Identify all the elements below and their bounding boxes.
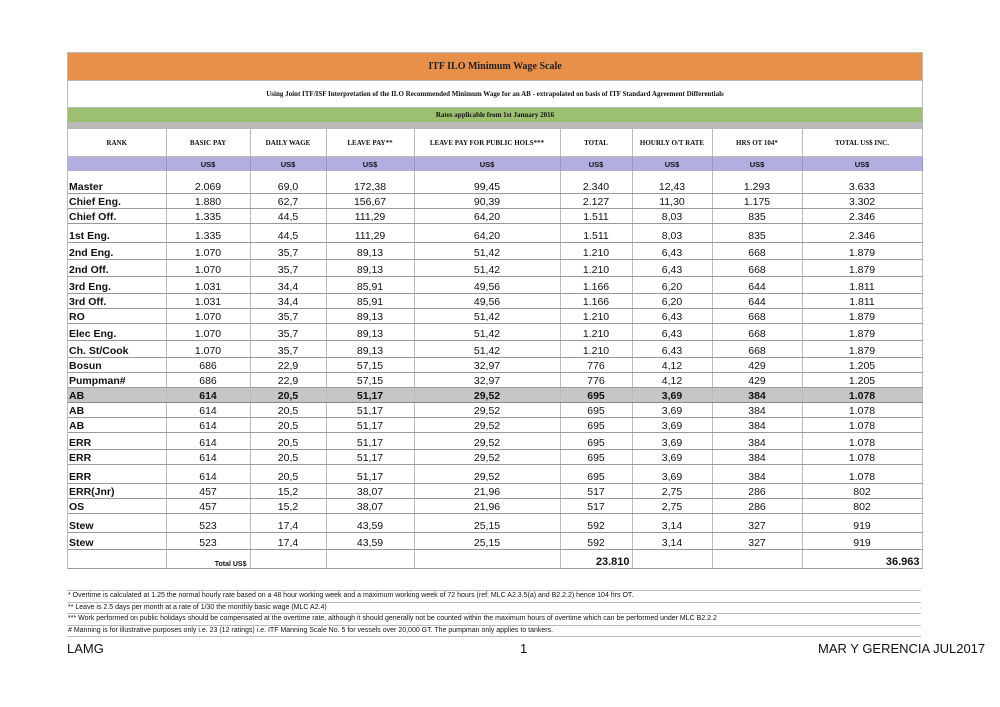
cell-hrs-ot: 286 <box>712 483 802 498</box>
cell-daily-wage: 22,9 <box>250 357 326 372</box>
column-header-total: TOTAL <box>560 129 632 157</box>
wage-table <box>68 129 923 569</box>
column-header-hrs-ot: HRS OT 104* <box>712 129 802 157</box>
table-row <box>68 464 922 483</box>
cell-rank: Master <box>68 178 166 193</box>
cell-daily-wage: 69,0 <box>250 178 326 193</box>
cell-leave-pay-public-hols: 29,52 <box>414 432 560 449</box>
cell-leave-pay-public-hols: 21,96 <box>414 498 560 513</box>
totals-row <box>68 549 922 568</box>
cell-rank: Bosun <box>68 357 166 372</box>
cell-rank: 3rd Eng. <box>68 276 166 293</box>
cell-hrs-ot: 668 <box>712 259 802 276</box>
cell-leave-pay-public-hols: 90,39 <box>414 193 560 208</box>
wage-table-body <box>68 178 922 549</box>
totals-total-inc-value: 36.963 <box>802 549 922 568</box>
cell-hrs-ot: 429 <box>712 357 802 372</box>
cell-hrs-ot: 668 <box>712 340 802 357</box>
header-row <box>68 129 922 157</box>
table-row <box>68 340 922 357</box>
cell-leave-pay-public-hols: 25,15 <box>414 513 560 532</box>
cell-leave-pay-public-hols: 51,42 <box>414 308 560 323</box>
cell-leave-pay: 57,15 <box>326 357 414 372</box>
cell-basic-pay: 614 <box>166 432 250 449</box>
cell-leave-pay: 89,13 <box>326 340 414 357</box>
table-row <box>68 223 922 242</box>
cell-leave-pay: 57,15 <box>326 372 414 387</box>
cell-hrs-ot: 835 <box>712 208 802 223</box>
table-row <box>68 449 922 464</box>
cell-rank: AB <box>68 387 166 402</box>
cell-total: 1.511 <box>560 223 632 242</box>
cell-hourly-ot-rate: 6,43 <box>632 308 712 323</box>
column-header-hourly-ot-rate: HOURLY O/T RATE <box>632 129 712 157</box>
table-row <box>68 432 922 449</box>
cell-total-inc: 2.346 <box>802 223 922 242</box>
cell-basic-pay: 1.070 <box>166 323 250 340</box>
cell-hrs-ot: 668 <box>712 308 802 323</box>
table-row <box>68 276 922 293</box>
cell-hourly-ot-rate: 6,43 <box>632 259 712 276</box>
cell-total: 695 <box>560 387 632 402</box>
cell-basic-pay: 523 <box>166 532 250 549</box>
cell-total-inc: 1.205 <box>802 372 922 387</box>
cell-total: 1.210 <box>560 242 632 259</box>
cell-hourly-ot-rate: 4,12 <box>632 357 712 372</box>
cell-leave-pay: 89,13 <box>326 308 414 323</box>
cell-total-inc: 802 <box>802 498 922 513</box>
unit-cell <box>68 157 166 172</box>
column-header-daily-wage: DAILY WAGE <box>250 129 326 157</box>
cell-leave-pay: 51,17 <box>326 417 414 432</box>
cell-leave-pay-public-hols: 29,52 <box>414 387 560 402</box>
cell-leave-pay-public-hols: 51,42 <box>414 259 560 276</box>
cell-rank: ERR <box>68 432 166 449</box>
cell-total-inc: 1.078 <box>802 387 922 402</box>
cell-total-inc: 1.078 <box>802 432 922 449</box>
cell-hourly-ot-rate: 8,03 <box>632 208 712 223</box>
table-row <box>68 293 922 308</box>
cell-total: 776 <box>560 372 632 387</box>
cell-daily-wage: 22,9 <box>250 372 326 387</box>
cell-basic-pay: 686 <box>166 372 250 387</box>
cell-leave-pay-public-hols: 32,97 <box>414 372 560 387</box>
cell-total-inc: 802 <box>802 483 922 498</box>
cell-leave-pay-public-hols: 51,42 <box>414 340 560 357</box>
cell-basic-pay: 1.070 <box>166 308 250 323</box>
table-row <box>68 417 922 432</box>
cell-total: 1.511 <box>560 208 632 223</box>
cell-leave-pay-public-hols: 29,52 <box>414 464 560 483</box>
cell-rank: 2nd Off. <box>68 259 166 276</box>
cell-hourly-ot-rate: 11,30 <box>632 193 712 208</box>
cell-rank: Ch. St/Cook <box>68 340 166 357</box>
cell-basic-pay: 614 <box>166 464 250 483</box>
table-row <box>68 323 922 340</box>
cell-leave-pay-public-hols: 32,97 <box>414 357 560 372</box>
cell-hrs-ot: 644 <box>712 276 802 293</box>
cell-hrs-ot: 668 <box>712 242 802 259</box>
cell-daily-wage: 34,4 <box>250 293 326 308</box>
cell-total-inc: 1.078 <box>802 417 922 432</box>
cell-total-inc: 1.879 <box>802 259 922 276</box>
table-row <box>68 498 922 513</box>
cell-leave-pay-public-hols: 64,20 <box>414 223 560 242</box>
footnote-manning: # Manning is for illustrative purposes only i.e. 23 (12 ratings) i.e. ITF Manning Scale No. 5 for vessels over 20,000 GT. The pumpman only applies to tankers. <box>67 626 921 638</box>
cell-daily-wage: 20,5 <box>250 387 326 402</box>
cell-daily-wage: 20,5 <box>250 432 326 449</box>
cell-total: 695 <box>560 464 632 483</box>
cell-hourly-ot-rate: 3,14 <box>632 513 712 532</box>
cell-leave-pay: 85,91 <box>326 276 414 293</box>
unit-cell: US$ <box>414 157 560 172</box>
cell-rank: Pumpman# <box>68 372 166 387</box>
footnote-leave: ** Leave is 2.5 days per month at a rate of 1/30 the monthly basic wage (MLC A2.4) <box>67 603 921 615</box>
cell-total-inc: 2.346 <box>802 208 922 223</box>
cell-daily-wage: 15,2 <box>250 483 326 498</box>
cell-total-inc: 3.302 <box>802 193 922 208</box>
cell-total: 1.210 <box>560 340 632 357</box>
cell-total: 1.210 <box>560 323 632 340</box>
cell-basic-pay: 614 <box>166 387 250 402</box>
table-row <box>68 308 922 323</box>
cell-leave-pay: 51,17 <box>326 464 414 483</box>
cell-daily-wage: 35,7 <box>250 259 326 276</box>
footnote-overtime: * Overtime is calculated at 1.25 the normal hourly rate based on a 48 hour working week and a maximum working week of 72 hours (ref: MLC A2.3.5(a) and B2.2.2) hence 104 hrs OT. <box>67 590 921 603</box>
cell-total-inc: 1.078 <box>802 402 922 417</box>
cell-daily-wage: 35,7 <box>250 308 326 323</box>
unit-cell: US$ <box>632 157 712 172</box>
totals-total-value: 23.810 <box>560 549 632 568</box>
cell-leave-pay: 51,17 <box>326 402 414 417</box>
column-header-rank: RANK <box>68 129 166 157</box>
cell-hourly-ot-rate: 3,69 <box>632 387 712 402</box>
cell-rank: 2nd Eng. <box>68 242 166 259</box>
cell-hourly-ot-rate: 6,43 <box>632 242 712 259</box>
column-header-leave-pay-public-hols: LEAVE PAY FOR PUBLIC HOLS*** <box>414 129 560 157</box>
cell-daily-wage: 17,4 <box>250 532 326 549</box>
cell-basic-pay: 1.335 <box>166 223 250 242</box>
cell-leave-pay-public-hols: 49,56 <box>414 276 560 293</box>
cell-leave-pay-public-hols: 49,56 <box>414 293 560 308</box>
cell-leave-pay-public-hols: 29,52 <box>414 402 560 417</box>
cell-rank: Stew <box>68 513 166 532</box>
cell-hourly-ot-rate: 8,03 <box>632 223 712 242</box>
cell-total: 1.166 <box>560 293 632 308</box>
cell-leave-pay-public-hols: 99,45 <box>414 178 560 193</box>
cell-total: 1.210 <box>560 259 632 276</box>
cell-hrs-ot: 644 <box>712 293 802 308</box>
cell-total: 695 <box>560 402 632 417</box>
cell-leave-pay-public-hols: 25,15 <box>414 532 560 549</box>
cell-leave-pay: 38,07 <box>326 483 414 498</box>
cell-basic-pay: 1.070 <box>166 242 250 259</box>
cell-rank: 3rd Off. <box>68 293 166 308</box>
rates-applicable-note: Rates applicable from 1st January 2016 <box>68 108 922 122</box>
cell-leave-pay: 51,17 <box>326 449 414 464</box>
column-header-total-inc: TOTAL US$ INC. <box>802 129 922 157</box>
cell-hourly-ot-rate: 6,20 <box>632 276 712 293</box>
unit-cell: US$ <box>166 157 250 172</box>
cell-daily-wage: 15,2 <box>250 498 326 513</box>
column-header-basic-pay: BASIC PAY <box>166 129 250 157</box>
cell-rank: OS <box>68 498 166 513</box>
cell-daily-wage: 20,5 <box>250 402 326 417</box>
column-header-leave-pay: LEAVE PAY** <box>326 129 414 157</box>
cell-basic-pay: 2.069 <box>166 178 250 193</box>
cell-rank: RO <box>68 308 166 323</box>
cell-leave-pay-public-hols: 64,20 <box>414 208 560 223</box>
cell-rank: AB <box>68 402 166 417</box>
table-row <box>68 193 922 208</box>
cell-leave-pay: 43,59 <box>326 513 414 532</box>
cell-total-inc: 1.078 <box>802 464 922 483</box>
cell-basic-pay: 1.880 <box>166 193 250 208</box>
sheet-title: ITF ILO Minimum Wage Scale <box>68 53 922 81</box>
cell-leave-pay-public-hols: 29,52 <box>414 449 560 464</box>
cell-basic-pay: 614 <box>166 402 250 417</box>
cell-hrs-ot: 384 <box>712 464 802 483</box>
cell-rank: ERR(Jnr) <box>68 483 166 498</box>
cell-rank: ERR <box>68 464 166 483</box>
footer-right: MAR Y GERENCIA JUL2017 <box>818 641 986 656</box>
units-gap-row <box>68 171 922 178</box>
cell-hourly-ot-rate: 4,12 <box>632 372 712 387</box>
cell-basic-pay: 614 <box>166 417 250 432</box>
cell-leave-pay: 89,13 <box>326 259 414 276</box>
cell-total-inc: 1.078 <box>802 449 922 464</box>
unit-cell: US$ <box>250 157 326 172</box>
cell-leave-pay: 51,17 <box>326 432 414 449</box>
cell-basic-pay: 457 <box>166 483 250 498</box>
cell-hrs-ot: 327 <box>712 532 802 549</box>
cell-leave-pay: 51,17 <box>326 387 414 402</box>
cell-total-inc: 1.879 <box>802 323 922 340</box>
footnote-public-holidays: *** Work performed on public holidays should be compensated at the overtime rate, although it should generally not be counted within the maximum hours of overtime which can be performed under MLC B2.2.2 <box>67 614 921 626</box>
cell-hourly-ot-rate: 3,69 <box>632 417 712 432</box>
cell-rank: Stew <box>68 532 166 549</box>
cell-hrs-ot: 327 <box>712 513 802 532</box>
table-row <box>68 259 922 276</box>
cell-basic-pay: 1.070 <box>166 340 250 357</box>
cell-leave-pay: 156,67 <box>326 193 414 208</box>
cell-hrs-ot: 384 <box>712 402 802 417</box>
sheet-subtitle: Using Joint ITF/ISF Interpretation of the ILO Recommended Minimum Wage for an AB - extrapolated on basis of ITF Standard Agreement Differentials <box>68 81 922 108</box>
cell-rank: 1st Eng. <box>68 223 166 242</box>
cell-leave-pay: 111,29 <box>326 208 414 223</box>
table-row <box>68 513 922 532</box>
cell-total: 695 <box>560 432 632 449</box>
cell-basic-pay: 523 <box>166 513 250 532</box>
table-row <box>68 483 922 498</box>
cell-total-inc: 919 <box>802 532 922 549</box>
cell-hrs-ot: 384 <box>712 417 802 432</box>
cell-total-inc: 1.879 <box>802 242 922 259</box>
table-row <box>68 402 922 417</box>
cell-hourly-ot-rate: 6,43 <box>632 323 712 340</box>
unit-cell: US$ <box>802 157 922 172</box>
cell-basic-pay: 1.031 <box>166 276 250 293</box>
cell-rank: ERR <box>68 449 166 464</box>
cell-basic-pay: 1.070 <box>166 259 250 276</box>
cell-total-inc: 1.811 <box>802 276 922 293</box>
cell-daily-wage: 62,7 <box>250 193 326 208</box>
unit-cell: US$ <box>712 157 802 172</box>
cell-daily-wage: 20,5 <box>250 417 326 432</box>
cell-daily-wage: 35,7 <box>250 323 326 340</box>
cell-hrs-ot: 384 <box>712 449 802 464</box>
cell-total: 1.166 <box>560 276 632 293</box>
cell-total: 2.340 <box>560 178 632 193</box>
cell-leave-pay: 38,07 <box>326 498 414 513</box>
cell-hourly-ot-rate: 3,69 <box>632 432 712 449</box>
cell-hourly-ot-rate: 12,43 <box>632 178 712 193</box>
cell-hrs-ot: 835 <box>712 223 802 242</box>
cell-total: 695 <box>560 417 632 432</box>
cell-leave-pay-public-hols: 51,42 <box>414 323 560 340</box>
cell-leave-pay: 111,29 <box>326 223 414 242</box>
cell-hourly-ot-rate: 2,75 <box>632 483 712 498</box>
cell-total: 695 <box>560 449 632 464</box>
totals-label: Total US$ <box>166 549 250 568</box>
cell-leave-pay-public-hols: 51,42 <box>414 242 560 259</box>
cell-total-inc: 1.879 <box>802 340 922 357</box>
cell-total: 592 <box>560 532 632 549</box>
cell-total-inc: 3.633 <box>802 178 922 193</box>
cell-basic-pay: 457 <box>166 498 250 513</box>
wage-scale-sheet <box>67 52 923 569</box>
cell-leave-pay: 85,91 <box>326 293 414 308</box>
cell-daily-wage: 20,5 <box>250 464 326 483</box>
cell-rank: AB <box>68 417 166 432</box>
footnotes <box>67 590 921 637</box>
cell-leave-pay: 172,38 <box>326 178 414 193</box>
cell-hrs-ot: 1.175 <box>712 193 802 208</box>
cell-leave-pay: 89,13 <box>326 323 414 340</box>
unit-cell: US$ <box>326 157 414 172</box>
cell-total: 592 <box>560 513 632 532</box>
cell-total: 517 <box>560 498 632 513</box>
cell-total-inc: 1.205 <box>802 357 922 372</box>
cell-total-inc: 1.811 <box>802 293 922 308</box>
page-number: 1 <box>520 641 528 656</box>
units-row <box>68 157 922 172</box>
cell-hourly-ot-rate: 3,69 <box>632 464 712 483</box>
table-row <box>68 208 922 223</box>
header-separator <box>68 122 922 129</box>
table-row <box>68 372 922 387</box>
cell-total: 2.127 <box>560 193 632 208</box>
cell-hrs-ot: 384 <box>712 432 802 449</box>
cell-daily-wage: 35,7 <box>250 242 326 259</box>
cell-leave-pay-public-hols: 29,52 <box>414 417 560 432</box>
cell-rank: Chief Eng. <box>68 193 166 208</box>
cell-basic-pay: 686 <box>166 357 250 372</box>
cell-total: 517 <box>560 483 632 498</box>
cell-hrs-ot: 429 <box>712 372 802 387</box>
cell-total-inc: 919 <box>802 513 922 532</box>
cell-basic-pay: 1.031 <box>166 293 250 308</box>
unit-cell: US$ <box>560 157 632 172</box>
cell-hourly-ot-rate: 6,20 <box>632 293 712 308</box>
cell-leave-pay-public-hols: 21,96 <box>414 483 560 498</box>
cell-leave-pay: 43,59 <box>326 532 414 549</box>
cell-hourly-ot-rate: 6,43 <box>632 340 712 357</box>
cell-hourly-ot-rate: 3,69 <box>632 402 712 417</box>
cell-hourly-ot-rate: 2,75 <box>632 498 712 513</box>
cell-leave-pay: 89,13 <box>326 242 414 259</box>
cell-hrs-ot: 384 <box>712 387 802 402</box>
table-row <box>68 387 922 402</box>
cell-hrs-ot: 668 <box>712 323 802 340</box>
cell-daily-wage: 34,4 <box>250 276 326 293</box>
cell-total: 1.210 <box>560 308 632 323</box>
cell-hourly-ot-rate: 3,69 <box>632 449 712 464</box>
cell-rank: Elec Eng. <box>68 323 166 340</box>
table-row <box>68 532 922 549</box>
cell-total: 776 <box>560 357 632 372</box>
cell-daily-wage: 17,4 <box>250 513 326 532</box>
footer-left: LAMG <box>67 641 104 656</box>
cell-rank: Chief Off. <box>68 208 166 223</box>
cell-hourly-ot-rate: 3,14 <box>632 532 712 549</box>
cell-hrs-ot: 1.293 <box>712 178 802 193</box>
cell-basic-pay: 614 <box>166 449 250 464</box>
cell-hrs-ot: 286 <box>712 498 802 513</box>
cell-daily-wage: 44,5 <box>250 223 326 242</box>
table-row <box>68 357 922 372</box>
cell-basic-pay: 1.335 <box>166 208 250 223</box>
table-row <box>68 178 922 193</box>
cell-daily-wage: 20,5 <box>250 449 326 464</box>
cell-total-inc: 1.879 <box>802 308 922 323</box>
cell-daily-wage: 44,5 <box>250 208 326 223</box>
cell-daily-wage: 35,7 <box>250 340 326 357</box>
table-row <box>68 242 922 259</box>
